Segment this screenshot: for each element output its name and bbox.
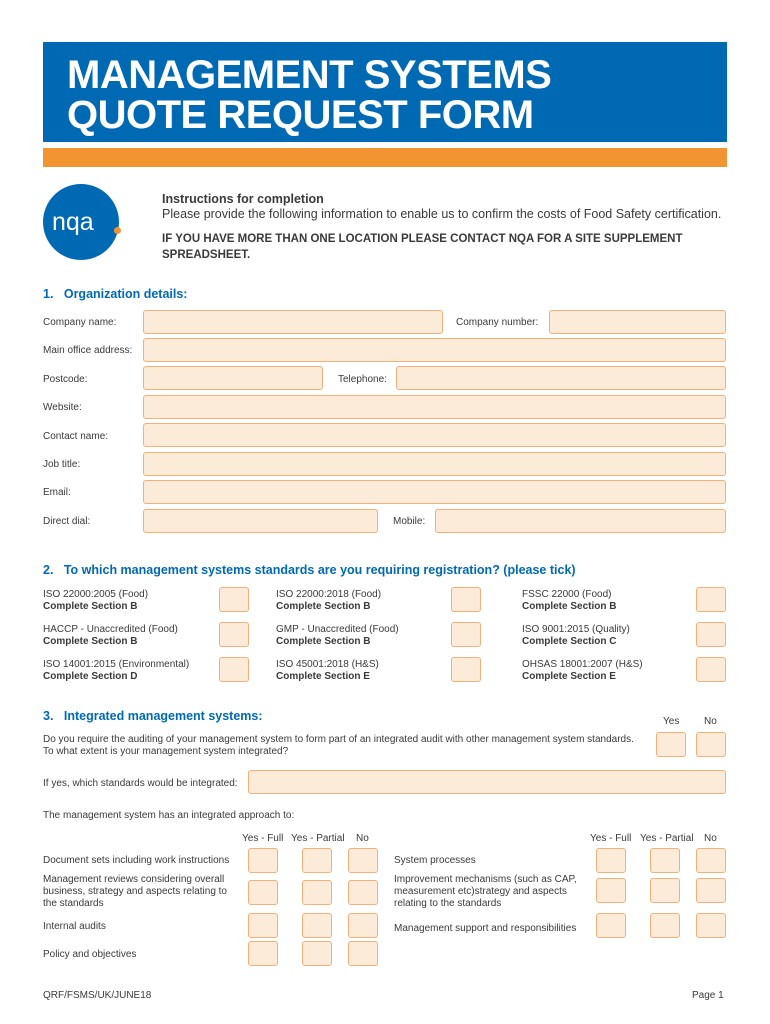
postcode-field[interactable]	[143, 366, 323, 390]
approach-item: Document sets including work instructions	[43, 855, 230, 866]
direct-dial-label: Direct dial:	[43, 516, 91, 527]
title-line-1: MANAGEMENT SYSTEMS	[67, 53, 552, 97]
col-yes-partial: Yes - Partial	[640, 833, 694, 844]
integration-yes-checkbox[interactable]	[656, 732, 686, 757]
integration-no-checkbox[interactable]	[696, 732, 726, 757]
contact-name-field[interactable]	[143, 423, 726, 447]
title-banner	[43, 42, 727, 142]
col-no: No	[704, 833, 717, 844]
standard-item: OHSAS 18001:2007 (H&S) Complete Section E	[522, 659, 643, 682]
email-label: Email:	[43, 487, 71, 498]
logo-dot	[114, 227, 121, 234]
section-3-title: 3. Integrated management systems:	[43, 709, 263, 723]
approach-item: Policy and objectives	[43, 949, 137, 960]
logo-text: nqa	[52, 208, 94, 236]
approach-checkbox[interactable]	[302, 913, 332, 938]
standard-item: ISO 45001:2018 (H&S) Complete Section E	[276, 659, 379, 682]
title-line-2: QUOTE REQUEST FORM	[67, 93, 534, 137]
approach-checkbox[interactable]	[596, 913, 626, 938]
approach-checkbox[interactable]	[650, 913, 680, 938]
approach-checkbox[interactable]	[248, 913, 278, 938]
instructions-text: Please provide the following information to enable us to confirm the costs of Food Safety certification.	[162, 207, 722, 221]
instructions-title: Instructions for completion	[162, 192, 324, 206]
main-office-field[interactable]	[143, 338, 726, 362]
standard-item: FSSC 22000 (Food) Complete Section B	[522, 589, 617, 612]
job-title-field[interactable]	[143, 452, 726, 476]
standard-item: ISO 14001:2015 (Environmental) Complete Section D	[43, 659, 190, 682]
approach-checkbox[interactable]	[348, 913, 378, 938]
job-title-label: Job title:	[43, 459, 81, 470]
accent-bar	[43, 148, 727, 167]
page-number: Page 1	[692, 990, 724, 1001]
telephone-label: Telephone:	[338, 374, 387, 385]
standard-item: ISO 9001:2015 (Quality) Complete Section C	[522, 624, 630, 647]
form-code: QRF/FSMS/UK/JUNE18	[43, 990, 152, 1001]
standard-checkbox[interactable]	[219, 587, 249, 612]
approach-checkbox[interactable]	[650, 848, 680, 873]
no-header: No	[704, 716, 717, 727]
integrated-approach-label: The management system has an integrated approach to:	[43, 810, 295, 821]
standard-checkbox[interactable]	[696, 587, 726, 612]
approach-checkbox[interactable]	[650, 878, 680, 903]
approach-checkbox[interactable]	[348, 941, 378, 966]
standard-item: ISO 22000:2018 (Food) Complete Section B	[276, 589, 382, 612]
approach-checkbox[interactable]	[696, 848, 726, 873]
approach-checkbox[interactable]	[248, 941, 278, 966]
company-number-field[interactable]	[549, 310, 726, 334]
approach-checkbox[interactable]	[302, 848, 332, 873]
postcode-label: Postcode:	[43, 374, 88, 385]
approach-checkbox[interactable]	[696, 913, 726, 938]
integration-question: Do you require the auditing of your management system to form part of an integrated audit with other management system standards. To what extent is your management system integrated?	[43, 734, 634, 757]
col-yes-full: Yes - Full	[590, 833, 632, 844]
standard-checkbox[interactable]	[219, 657, 249, 682]
approach-checkbox[interactable]	[696, 878, 726, 903]
col-yes-partial: Yes - Partial	[291, 833, 345, 844]
standard-checkbox[interactable]	[451, 657, 481, 682]
approach-checkbox[interactable]	[248, 880, 278, 905]
approach-checkbox[interactable]	[348, 848, 378, 873]
standard-item: HACCP - Unaccredited (Food) Complete Section B	[43, 624, 178, 647]
approach-item: Management support and responsibilities	[394, 923, 577, 934]
company-number-label: Company number:	[456, 317, 539, 328]
approach-checkbox[interactable]	[248, 848, 278, 873]
instructions-warning: IF YOU HAVE MORE THAN ONE LOCATION PLEASE CONTACT NQA FOR A SITE SUPPLEMENT SPREADSHEET.	[162, 233, 683, 261]
which-standards-label: If yes, which standards would be integrated:	[43, 778, 238, 789]
company-name-field[interactable]	[143, 310, 443, 334]
mobile-field[interactable]	[435, 509, 726, 533]
standard-checkbox[interactable]	[219, 622, 249, 647]
approach-item: Internal audits	[43, 921, 106, 932]
company-name-label: Company name:	[43, 317, 117, 328]
approach-checkbox[interactable]	[596, 878, 626, 903]
standard-checkbox[interactable]	[451, 622, 481, 647]
approach-item: Improvement mechanisms (such as CAP, measurement etc)strategy and aspects relating to the standards	[394, 874, 577, 909]
standard-checkbox[interactable]	[696, 657, 726, 682]
yes-header: Yes	[663, 716, 680, 727]
website-field[interactable]	[143, 395, 726, 419]
col-yes-full: Yes - Full	[242, 833, 284, 844]
standard-checkbox[interactable]	[696, 622, 726, 647]
which-standards-field[interactable]	[248, 770, 726, 794]
col-no: No	[356, 833, 369, 844]
approach-checkbox[interactable]	[596, 848, 626, 873]
standard-item: ISO 22000:2005 (Food) Complete Section B	[43, 589, 149, 612]
approach-checkbox[interactable]	[302, 941, 332, 966]
main-office-label: Main office address:	[43, 345, 133, 356]
website-label: Website:	[43, 402, 82, 413]
email-field[interactable]	[143, 480, 726, 504]
approach-checkbox[interactable]	[302, 880, 332, 905]
approach-item: Management reviews considering overall business, strategy and aspects relating to the standards	[43, 874, 227, 909]
mobile-label: Mobile:	[393, 516, 426, 527]
standard-checkbox[interactable]	[451, 587, 481, 612]
standard-item: GMP - Unaccredited (Food) Complete Section B	[276, 624, 399, 647]
telephone-field[interactable]	[396, 366, 726, 390]
approach-item: System processes	[394, 855, 476, 866]
approach-checkbox[interactable]	[348, 880, 378, 905]
section-2-title: 2. To which management systems standards are you requiring registration? (please tick)	[43, 563, 576, 577]
contact-name-label: Contact name:	[43, 431, 109, 442]
direct-dial-field[interactable]	[143, 509, 378, 533]
section-1-title: 1. Organization details:	[43, 287, 188, 301]
